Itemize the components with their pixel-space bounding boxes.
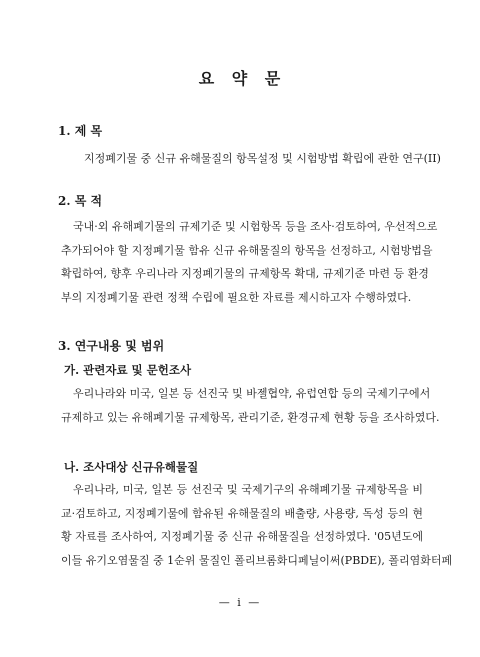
section-2-heading: 2. 목 적: [58, 194, 103, 208]
paragraph-line: 규제하고 있는 유해폐기물 규제항목, 관리기준, 환경규제 현황 등을 조사하였다.: [61, 410, 440, 424]
paragraph-line: 부의 지정폐기물 관련 정책 수립에 필요한 자료를 제시하고자 수행하였다.: [61, 290, 412, 304]
paragraph-line: 교·검토하고, 지정폐기물에 함유된 유해물질의 배출량, 사용량, 독성 등의 현: [61, 506, 423, 520]
paragraph-line: 추가되어야 할 지정폐기물 함유 신규 유해물질의 항목을 선정하고, 시험방법을: [61, 243, 433, 257]
section-1-text: 지정폐기물 중 신규 유해물질의 항목설정 및 시험방법 확립에 관한 연구(II): [84, 152, 441, 165]
page-number: — i —: [218, 596, 262, 609]
paragraph-line: 국내·외 유해폐기물의 규제기준 및 시험항목 등을 조사·검토하여, 우선적으로: [73, 220, 438, 233]
section-3-heading: 3. 연구내용 및 범위: [58, 339, 165, 353]
paragraph-line: 확립하여, 향후 우리나라 지정폐기물의 규제항목 확대, 규제기준 마련 등 환경: [61, 267, 429, 281]
paragraph-line: 우리나라와 미국, 일본 등 선진국 및 바젤협약, 유럽연합 등의 국제기구에서: [73, 387, 431, 400]
section-3b-paragraph: [61, 478, 453, 572]
section-3a-paragraph: [61, 382, 440, 429]
section-1-heading: 1. 제 목: [58, 124, 103, 138]
page-title: 요 약 문: [198, 69, 282, 88]
section-3b-heading: 나. 조사대상 신규유해물질: [64, 460, 199, 474]
paragraph-line: 우리나라, 미국, 일본 등 선진국 및 국제기구의 유해폐기물 규제항목을 비: [73, 483, 423, 496]
section-2-paragraph: [61, 215, 438, 309]
paragraph-line: 이들 유기오염물질 중 1순위 물질인 폴리브롬화디페닐이써(PBDE), 폴리염화터페: [61, 553, 453, 567]
section-3a-heading: 가. 관련자료 및 문헌조사: [64, 363, 192, 377]
paragraph-line: 황 자료를 조사하여, 지정폐기물 중 신규 유해물질을 선정하였다. '05년도에: [61, 530, 423, 544]
